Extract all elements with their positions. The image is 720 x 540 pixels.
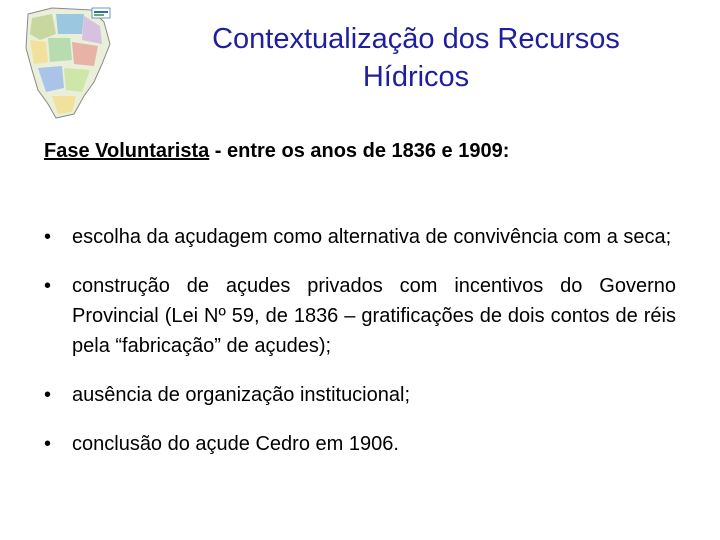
bullet-list (44, 222, 676, 478)
subtitle-rest: - entre os anos de 1836 e 1909: (209, 140, 510, 162)
bullet-text: ausência de organização institucional; (72, 384, 410, 406)
bullet-dot: • (44, 226, 52, 248)
bullet-text: escolha da açudagem como alternativa de convivência com a seca; (72, 226, 672, 248)
bullet-item-1 (44, 222, 676, 252)
bullet-item-4 (44, 429, 676, 459)
bullet-dot: • (44, 275, 52, 297)
section-subtitle (44, 140, 684, 163)
bullet-item-2 (44, 271, 676, 361)
logo-icon (92, 8, 110, 18)
ceara-map-icon (22, 4, 114, 122)
page-title (150, 20, 682, 96)
bullet-dot: • (44, 384, 52, 406)
bullet-dot: • (44, 433, 52, 455)
title-line-1: Contextualização dos Recursos (212, 23, 620, 55)
bullet-text: conclusão do açude Cedro em 1906. (72, 433, 399, 455)
bullet-text: construção de açudes privados com incentivos do Governo Provincial (Lei Nº 59, de 1836 – gratificações de dois contos de réis pela “fabricação” de açudes); (72, 275, 676, 357)
title-line-2: Hídricos (362, 61, 470, 93)
bullet-item-3 (44, 380, 676, 410)
subtitle-phase: Fase Voluntarista (44, 140, 210, 162)
